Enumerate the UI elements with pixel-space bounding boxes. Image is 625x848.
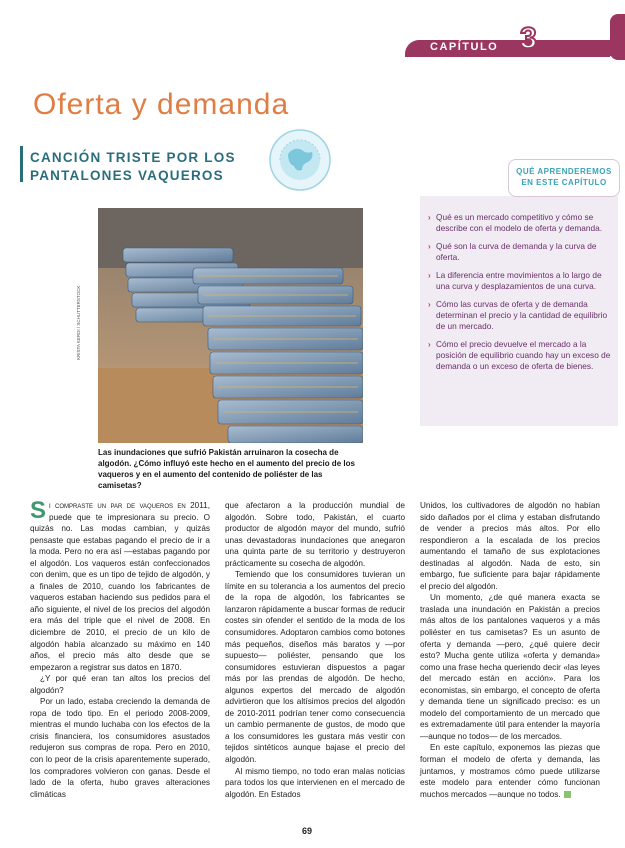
drop-cap: S [30, 497, 47, 524]
paragraph [30, 497, 210, 673]
paragraph: Al mismo tiempo, no todo eran malas noticias para todos los que intervienen en el mercado de algodón. En Estados [225, 766, 405, 799]
paragraph: Por un lado, estaba creciendo la demanda de ropa de todo tipo. En el periodo 2008-2009, mientras el mundo luchaba con los efectos de la crisis financiera, los consumidores asustados redujeron sus compras de ropa. Pero en 2010, con lo peor de la crisis aparentemente superado, los compradores volvieron con ganas. Desde el lado de la oferta, hubo graves alteraciones climáticas [30, 697, 210, 799]
list-item [428, 339, 614, 372]
list-item [428, 299, 614, 332]
end-of-section-marker [564, 791, 571, 798]
list-item [428, 270, 614, 292]
section-title [30, 149, 236, 185]
chevron-right-icon: › [428, 242, 431, 251]
paragraph: que afectaron a la producción mundial de algodón. Sobre todo, Pakistán, el cuarto productor de algodón mayor del mundo, sufrió unas devastadoras inundaciones que anegaron una quinta parte de su territorio y destruyeron prácticamente su cosecha de algodón. [225, 501, 405, 568]
paragraph-text: 2011, puede que te impresionara su precio. O quizás no. Las modas cambian, y quizás pensaste que estabas pagando el precio de ir a la moda. Pero no era así —estabas pagando por el algodón. Los vaqueros están confeccionados con denim, que es un tipo de tejido de algodón, y a finales de 2010, cuando los fabricantes de vaqueros estaban haciendo sus pedidos para el año siguiente, el nivel de los precios del algodón era más del triple que el nivel de 2008. En diciembre de 2010, el precio de un kilo de algodón había alcanzado su máximo en 140 años, el precio más alto desde que se empezaron a registrar sus datos en 1870. [30, 501, 210, 672]
paragraph: Unidos, los cultivadores de algodón no habían sido dañados por el clima y estaban disfrutando de vender a precios más altos. Por ello respondieron a la escalada de los precios aumentando el tamaño de sus explotaciones destinadas al algodón. Nada de esto, sin embargo, fue suficiente para bajar rápidamente el precio del algodón. [420, 501, 600, 591]
paragraph: Un momento, ¿de qué manera exacta se traslada una inundación en Pakistán a precios más altos de los pantalones vaqueros y a más poliéster en tus camisetas? Es un asunto de oferta y demanda —pero, ¿qué quiere decir esto? Mucha gente utiliza «oferta y demanda» como una frase hecha queriendo decir «las leyes del mercado están en acción». Para los economistas, sin embargo, el concepto de oferta y demanda tiene un significado preciso: es un modelo del comportamiento de un mercado que es extremadamente útil para entender la mayoría —aunque no todos— de los mercados. [420, 593, 600, 741]
chapter-rule [405, 56, 610, 57]
body-column-3 [420, 500, 600, 800]
photo-credit: KRISTA KERDI / SCHUTTERSTOCK [76, 285, 81, 360]
learning-goal-text: Cómo el precio devuelve el mercado a la posición de equilibrio cuando hay un exceso de demanda o un exceso de oferta de bienes. [436, 339, 611, 371]
learning-goals-list [428, 212, 614, 379]
lead-in-text: i compraste un par de vaqueros en [49, 501, 186, 510]
learning-goal-text: Qué es un mercado competitivo y cómo se describe con el modelo de oferta y demanda. [436, 212, 603, 233]
list-item [428, 212, 614, 234]
learning-goal-text: Cómo las curvas de oferta y de demanda determinan el precio y la cantidad de equilibrio de un mercado. [436, 299, 608, 331]
chevron-right-icon: › [428, 300, 431, 309]
global-comparison-globe-icon [268, 128, 332, 192]
chapter-number: 3 [520, 22, 537, 55]
chapter-edge-marker [610, 14, 625, 60]
photo-caption: Las inundaciones que sufrió Pakistán arruinaron la cosecha de algodón. ¿Cómo influyó este hecho en el aumento del precio de los vaqueros y en el aumento del contenido de poliéster de las camisetas? [98, 448, 355, 490]
list-item [428, 241, 614, 263]
section-accent-bar [20, 146, 23, 182]
paragraph [420, 742, 600, 800]
section-title-line-2: PANTALONES VAQUEROS [30, 168, 224, 183]
paragraph: ¿Y por qué eran tan altos los precios del algodón? [30, 674, 210, 695]
chapter-title: Oferta y demanda [33, 88, 290, 121]
chapter-label: CAPÍTULO [430, 41, 499, 53]
page-number: 69 [302, 826, 313, 836]
chevron-right-icon: › [428, 271, 431, 280]
body-column-2 [225, 500, 405, 800]
jeans-stack-photo [98, 208, 363, 443]
section-title-line-1: CANCIÓN TRISTE POR LOS [30, 150, 236, 165]
learning-goal-text: La diferencia entre movimientos a lo largo de una curva y desplazamientos de una curva. [436, 270, 602, 291]
body-column-1 [30, 497, 210, 800]
chevron-right-icon: › [428, 340, 431, 349]
paragraph-text: En este capítulo, exponemos las piezas que forman el modelo de oferta y demanda, las juntamos, y mostramos cómo puede utilizarse este modelo para entender cómo funcionan muchos mercados —aunque no todos. [420, 743, 600, 799]
chevron-right-icon: › [428, 213, 431, 222]
paragraph: Temiendo que los consumidores tuvieran un límite en su tolerancia a los aumentos del precio de la ropa de algodón, los fabricantes se lanzaron rápidamente a buscar formas de reducir costes sin ofender el sentido de la moda de los consumidores. Adoptaron cambios como botones más pequeños, diseños más baratos y —por supuesto— poliéster, pensando que los consumidores estuvieran dispuestos a pagar más por las prendas de algodón. De hecho, algunos expertos del mercado de algodón advirtieron que los altísimos precios del algodón de 2010-2011 podrían tener como consecuencia un cambio permanente de gustos, de modo que a los consumidores les gustara más vestir con tejidos sintéticos aunque bajase el precio del algodón. [225, 570, 405, 765]
learning-goals-title: QUÉ APRENDEREMOS EN ESTE CAPÍTULO [516, 167, 612, 187]
learning-goal-text: Qué son la curva de demanda y la curva de oferta. [436, 241, 597, 262]
